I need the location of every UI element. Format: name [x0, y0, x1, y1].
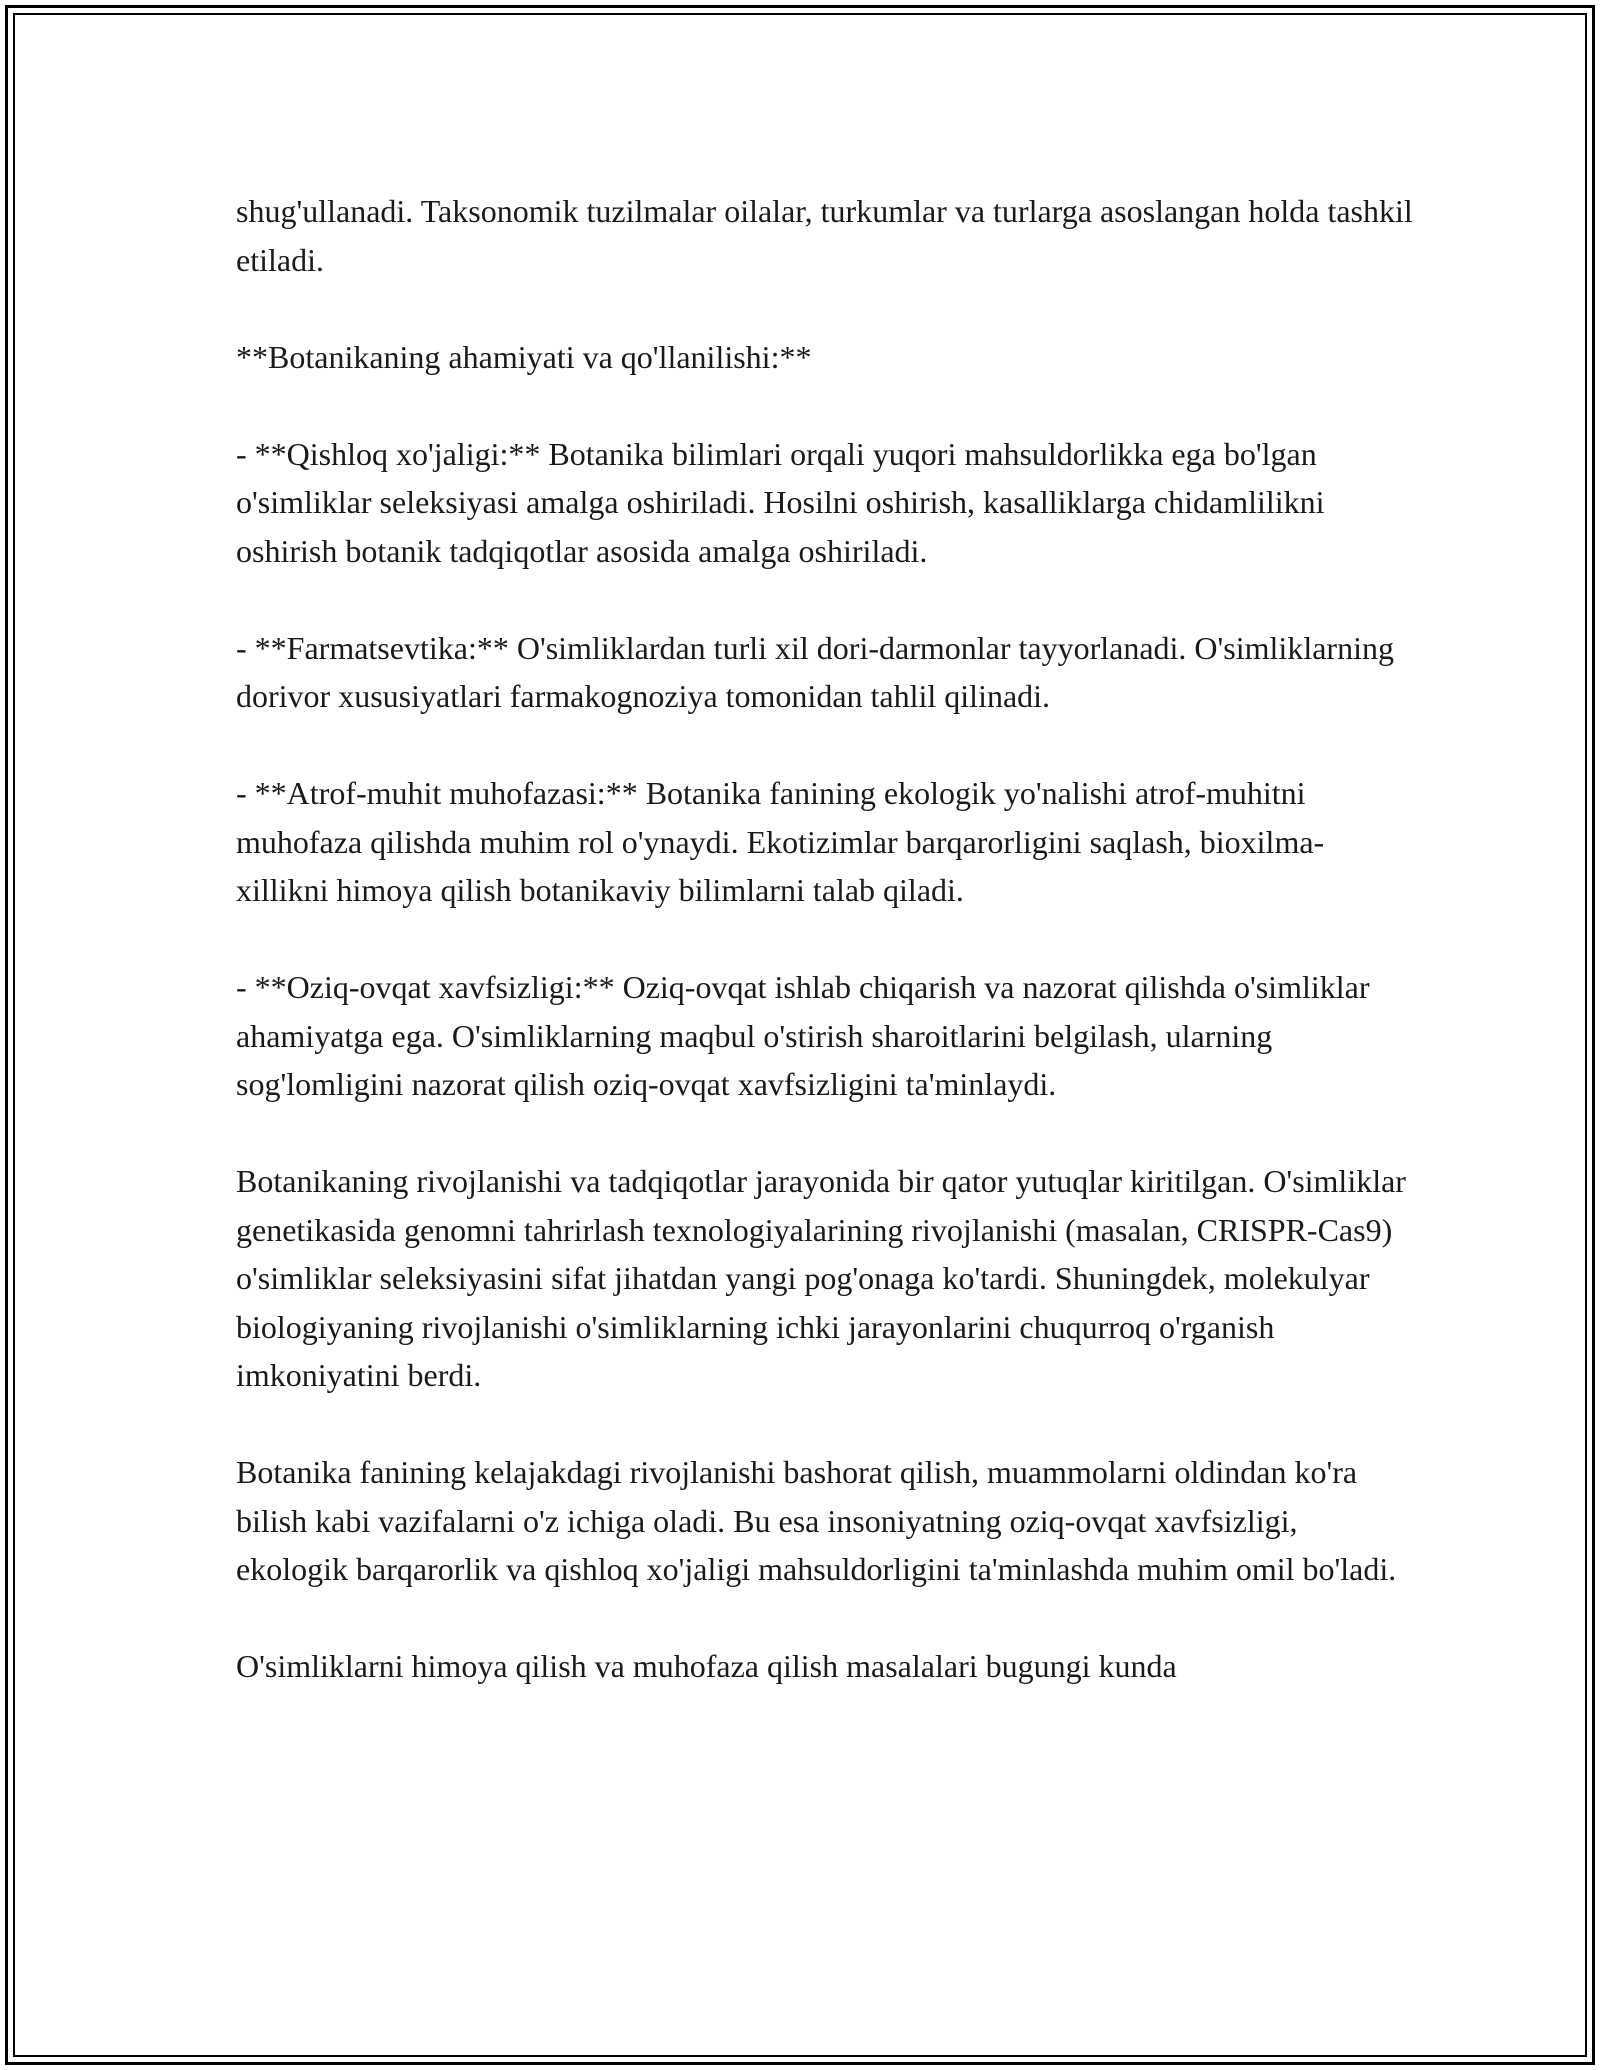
section-heading-importance: **Botanikaning ahamiyati va qo'llanilishi:** [236, 338, 812, 375]
paragraph-research-advances: Botanikaning rivojlanishi va tadqiqotlar jarayonida bir qator yutuqlar kiritilgan. O'simliklar genetikasida genomni tahrirlash texnologiyalarining rivojlanishi (masalan, CRISPR-Cas9) o'simliklar seleksiyasini sifat jihatdan yangi pog'onaga ko'tardi. Shuningdek, molekulyar biologiyaning rivojlanishi o'simliklarning ichki jarayonlarini chuqurroq o'rganish imkoniyatini berdi. [236, 1163, 1406, 1393]
list-item-environment: - **Atrof-muhit muhofazasi:** Botanika fanining ekologik yo'nalishi atrof-muhitni muhofaza qilishda muhim rol o'ynaydi. Ekotizimlar barqarorligini saqlash, bioxilma-xillikni himoya qilish botanikaviy bilimlarni talab qiladi. [236, 775, 1325, 908]
paragraph-plant-protection: O'simliklarni himoya qilish va muhofaza qilish masalalari bugungi kunda [236, 1648, 1177, 1684]
document-body [236, 187, 1416, 1691]
list-item-food-safety: - **Oziq-ovqat xavfsizligi:** Oziq-ovqat ishlab chiqarish va nazorat qilishda o'simliklar ahamiyatga ega. O'simliklarning maqbul o'stirish sharoitlarini belgilash, ularning sog'lomligini nazorat qilish oziq-ovqat xavfsizligini ta'minlaydi. [236, 969, 1370, 1102]
list-item-pharmaceutics: - **Farmatsevtika:** O'simliklardan turli xil dori-darmonlar tayyorlanadi. O'simliklarning dorivor xususiyatlari farmakognoziya tomonidan tahlil qilinadi. [236, 629, 1394, 714]
paragraph-taxonomy: shug'ullanadi. Taksonomik tuzilmalar oilalar, turkumlar va turlarga asoslangan holda tashkil etiladi. [236, 193, 1413, 278]
list-item-agriculture: - **Qishloq xo'jaligi:** Botanika bilimlari orqali yuqori mahsuldorlikka ega bo'lgan o'simliklar seleksiyasi amalga oshiriladi. Hosilni oshirish, kasalliklarga chidamlilikni oshirish botanik tadqiqotlar asosida amalga oshiriladi. [236, 435, 1325, 569]
paragraph-future-development: Botanika fanining kelajakdagi rivojlanishi bashorat qilish, muammolarni oldindan ko'ra bilish kabi vazifalarni o'z ichiga oladi. Bu esa insoniyatning oziq-ovqat xavfsizligi, ekologik barqarorlik va qishloq xo'jaligi mahsuldorligini ta'minlashda muhim omil bo'ladi. [236, 1454, 1397, 1587]
